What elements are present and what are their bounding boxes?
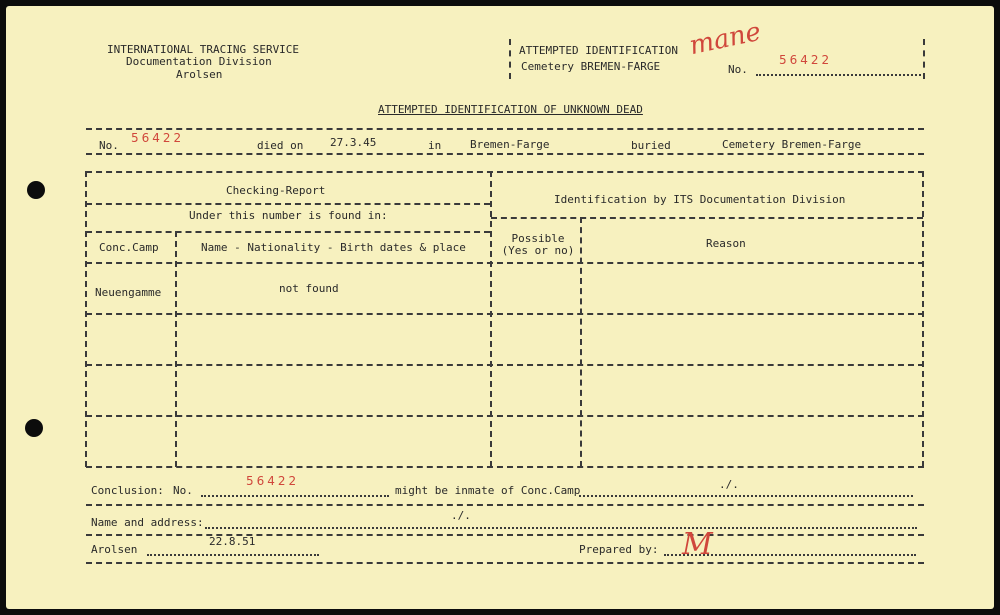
died-on-value: 27.3.45 bbox=[330, 136, 377, 149]
punch-hole-bottom bbox=[25, 419, 43, 437]
prepared-by-initial: M bbox=[682, 527, 713, 562]
place-of-death: Bremen-Farge bbox=[470, 138, 550, 151]
left-header-rule bbox=[86, 231, 490, 233]
handwritten-annotation: mane bbox=[686, 16, 764, 62]
column-header-camp: Conc.Camp bbox=[99, 241, 159, 254]
org-name: INTERNATIONAL TRACING SERVICE bbox=[107, 43, 300, 56]
table-top-rule bbox=[86, 171, 924, 173]
header-no-dots bbox=[756, 74, 921, 76]
conclusion-rule bbox=[86, 504, 924, 506]
checking-title-rule bbox=[86, 203, 490, 205]
header-box-left-border bbox=[509, 39, 511, 79]
name-address-label: Name and address: bbox=[91, 516, 204, 529]
record-bottom-rule bbox=[86, 153, 924, 155]
row1-camp: Neuengamme bbox=[95, 286, 162, 299]
prepared-by-label: Prepared by: bbox=[579, 543, 659, 556]
column-header-name: Name - Nationality - Birth dates & place bbox=[201, 241, 466, 254]
record-top-rule bbox=[86, 128, 924, 130]
identification-title: Identification by ITS Documentation Division bbox=[554, 193, 846, 206]
table-center-divider bbox=[490, 171, 492, 467]
column-header-possible-line1: Possible bbox=[511, 232, 565, 245]
header-box-title: ATTEMPTED IDENTIFICATION bbox=[519, 44, 678, 57]
column-header-reason: Reason bbox=[706, 237, 746, 250]
conclusion-no-dots bbox=[201, 495, 389, 497]
name-address-dots bbox=[205, 527, 917, 529]
column-header-possible-line2: (Yes or no) bbox=[501, 244, 575, 257]
inmate-value: ./. bbox=[719, 478, 739, 491]
table-row-rule-2 bbox=[86, 364, 924, 366]
header-box-right-border bbox=[923, 39, 925, 79]
form-title: ATTEMPTED IDENTIFICATION OF UNKNOWN DEAD bbox=[378, 103, 643, 116]
org-city: Arolsen bbox=[176, 68, 223, 81]
buried-label: buried bbox=[631, 139, 671, 152]
date-dots bbox=[147, 554, 319, 556]
buried-value: Cemetery Bremen-Farge bbox=[722, 138, 862, 151]
org-division: Documentation Division bbox=[126, 55, 272, 68]
possible-column-divider bbox=[580, 217, 582, 467]
header-no-label: No. bbox=[728, 63, 748, 76]
date-value: 22.8.51 bbox=[209, 535, 256, 548]
inmate-dots bbox=[579, 495, 913, 497]
punch-hole-top bbox=[27, 181, 45, 199]
conclusion-no-label: No. bbox=[173, 484, 193, 497]
arolsen-label: Arolsen bbox=[91, 543, 138, 556]
index-card bbox=[6, 6, 994, 609]
header-no-value: 56422 bbox=[779, 53, 833, 67]
table-left-border bbox=[85, 171, 87, 467]
row1-name: not found bbox=[279, 282, 339, 295]
record-no-label: No. bbox=[99, 139, 119, 152]
conclusion-label: Conclusion: bbox=[91, 484, 164, 497]
camp-column-divider bbox=[175, 231, 177, 467]
checking-report-subtitle: Under this number is found in: bbox=[189, 209, 388, 222]
name-address-value: ./. bbox=[451, 509, 471, 522]
table-row-rule-3 bbox=[86, 415, 924, 417]
died-on-label: died on bbox=[257, 139, 304, 152]
table-right-border bbox=[922, 171, 924, 467]
record-no-value: 56422 bbox=[131, 131, 185, 145]
table-bottom-rule bbox=[86, 466, 924, 468]
header-box-cemetery: Cemetery BREMEN-FARGE bbox=[521, 60, 661, 73]
table-header-rule bbox=[86, 262, 924, 264]
table-row-rule-1 bbox=[86, 313, 924, 315]
in-label: in bbox=[428, 139, 442, 152]
inmate-label: might be inmate of Conc.Camp bbox=[395, 484, 581, 497]
form-bottom-rule bbox=[86, 562, 924, 564]
right-title-rule bbox=[491, 217, 923, 219]
checking-report-title: Checking-Report bbox=[226, 184, 326, 197]
conclusion-no-value: 56422 bbox=[246, 474, 300, 488]
